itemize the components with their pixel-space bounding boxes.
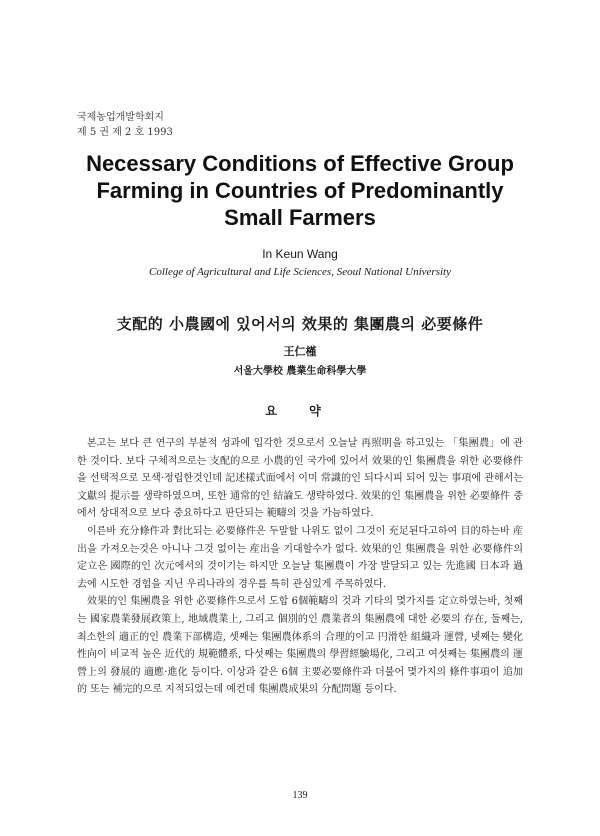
title-line-2: Farming in Countries of Predominantly [96, 178, 504, 203]
author-name: In Keun Wang [262, 247, 338, 261]
title-line-3: Small Farmers [224, 205, 376, 230]
title-line-1: Necessary Conditions of Effective Group [86, 151, 514, 176]
summary-body [77, 435, 523, 699]
paper-title [40, 150, 560, 231]
page-number: 139 [292, 790, 308, 801]
korean-title: 支配的 小農國에 있어서의 效果的 集團農의 必要條件 [116, 315, 484, 333]
korean-affiliation: 서울大學校 農業生命科學大學 [233, 366, 367, 377]
summary-heading: 요 약 [265, 404, 335, 418]
summary-paragraph-3: 效果的인 集團農을 위한 必要條件으로서 도합 6個範疇의 것과 기타의 몇가지를 定立하였는바, 첫째는 國家農業發展政策上, 地域農業上, 그리고 個別的인 農業者의 集團農에 대한 必要의 存在, 둘째는, 최소한의 適正的인 農業下部構造, 셋째는 集團農体系의 合理的이고 円滑한 組織과 運營, 넷째는 變化性向이 비교적 높은 近代的 規範體系, 다섯째는 集團農의 學習經驗場化, 그리고 여섯째는 集團農의 運營上의 發展的 適應·進化 등이다. 이상과 같은 6個 主要必要條件과 더불어 몇가지의 條件事項이 追加的 또는 補完的으로 지적되었는데 예컨데 集團農成果의 分配問題 등이다. [77, 596, 523, 696]
summary-paragraph-2: 이른바 充分條件과 對比되는 必要條件은 두말할 나위도 없이 그것이 充足된다고하여 目的하는바 産出을 가져오는것은 아니나 그것 없이는 産出을 기대할수가 없다. 效果的인 集團農을 위한 必要條件의 定立은 國際的인 次元에서의 것이기는 하지만 오늘날 集團農이 가장 발달되고 있는 先進國 日本과 過去에 시도한 경험을 지닌 우리나라의 경우를 특히 관심있게 주목하였다. [77, 525, 523, 590]
author-affiliation: College of Agricultural and Life Sciences, Seoul National University [149, 266, 451, 278]
journal-header [77, 110, 173, 140]
journal-name: 국제농업개발학회지 [77, 112, 164, 123]
korean-author: 王仁槿 [283, 345, 317, 358]
summary-paragraph-1: 본고는 보다 큰 연구의 부분적 성과에 입각한 것으로서 오늘날 再照明을 하고있는 「集團農」에 관한 것이다. 보다 구체적으로는 支配的으로 小農的인 국가에 있어서 效果的인 集團農을 위한 必要條件을 선택적으로 모색·정립한것인데 記述樣式面에서 이미 常識的인 되다시피 되어 있는 事項에 관해서는 文獻의 提示를 생략하였으며, 또한 通常的인 結論도 생략하였다. 效果的인 集團農을 위한 必要條件 중에서 상대적으로 보다 중요하다고 판단되는 範疇의 것을 가늠하였다. [77, 438, 523, 520]
journal-volume: 제 5 권 제 2 호 1993 [77, 127, 173, 138]
